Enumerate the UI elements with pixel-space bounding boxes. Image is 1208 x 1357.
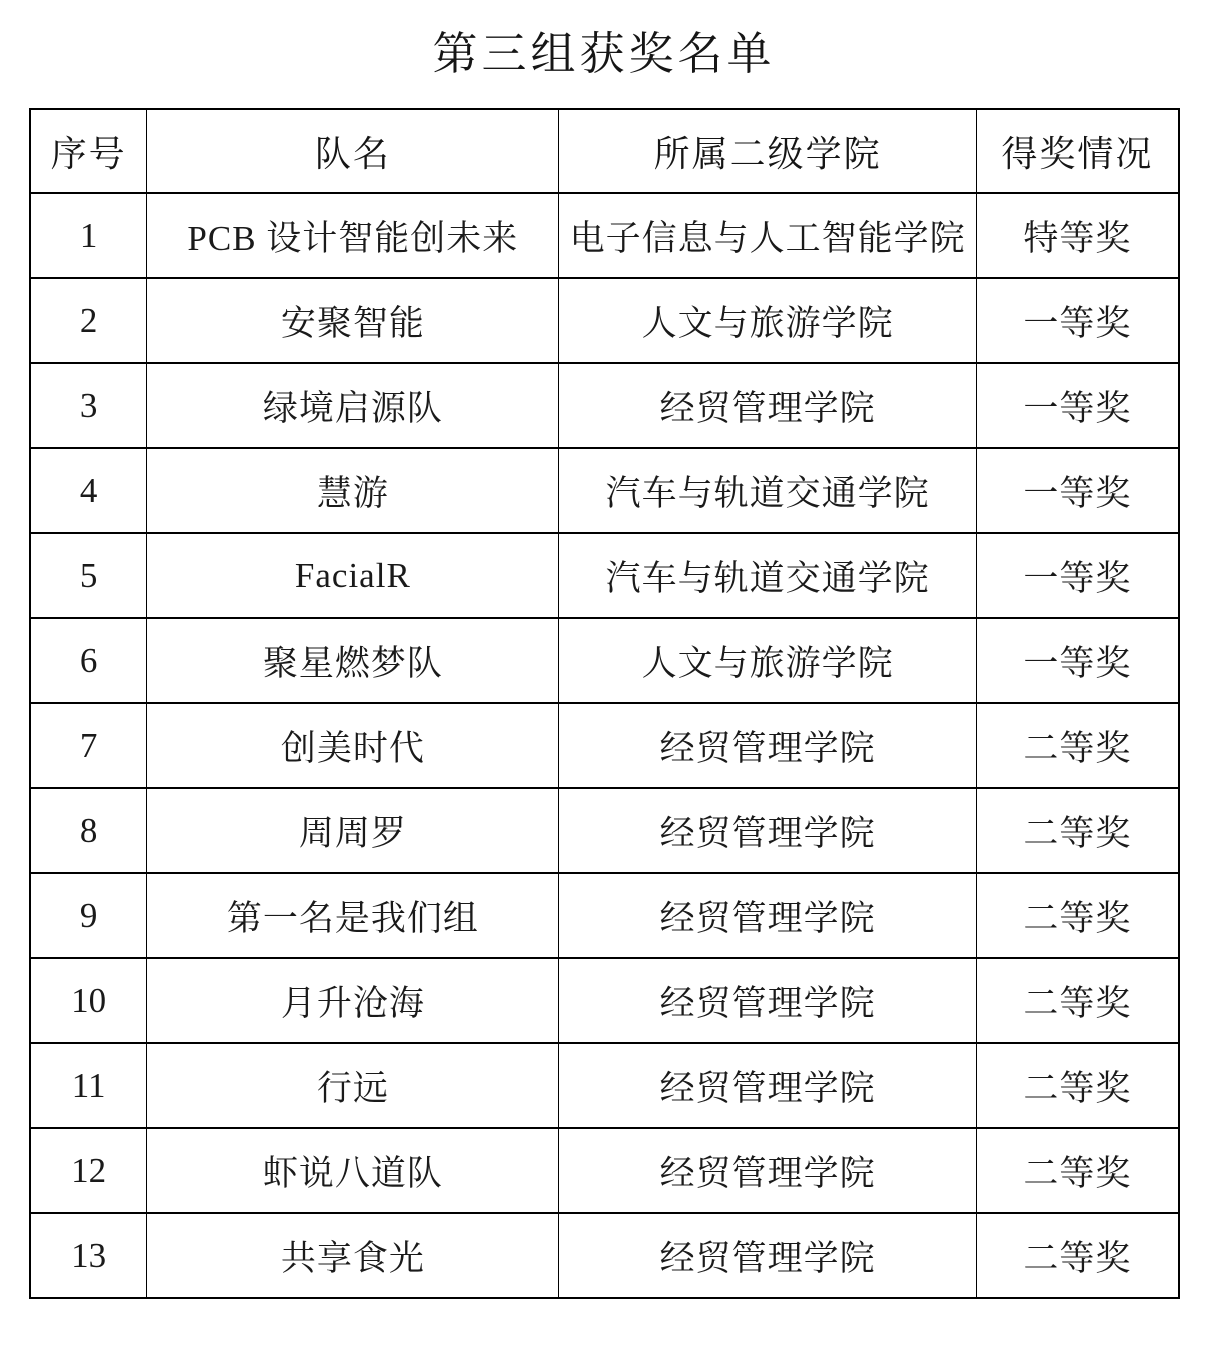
table-row: [30, 873, 1179, 958]
college-cell: 经贸管理学院: [559, 958, 976, 1043]
team-name-cell: 安聚智能: [147, 278, 559, 363]
row-number-cell: 3: [30, 363, 147, 448]
team-name-cell: 创美时代: [147, 703, 559, 788]
award-cell: 二等奖: [976, 703, 1179, 788]
team-name-cell: 周周罗: [147, 788, 559, 873]
row-number-cell: 9: [30, 873, 147, 958]
table-body: [30, 193, 1179, 1298]
award-cell: 特等奖: [976, 193, 1179, 278]
document-page: [0, 24, 1208, 1357]
table-row: [30, 193, 1179, 278]
row-number-cell: 2: [30, 278, 147, 363]
college-cell: 电子信息与人工智能学院: [559, 193, 976, 278]
table-row: [30, 448, 1179, 533]
team-name-cell: 行远: [147, 1043, 559, 1128]
award-cell: 二等奖: [976, 1043, 1179, 1128]
college-cell: 经贸管理学院: [559, 1213, 976, 1298]
table-row: [30, 618, 1179, 703]
row-number-cell: 12: [30, 1128, 147, 1213]
row-number-cell: 5: [30, 533, 147, 618]
college-cell: 汽车与轨道交通学院: [559, 448, 976, 533]
table-row: [30, 1213, 1179, 1298]
table-row: [30, 363, 1179, 448]
team-name-cell: 慧游: [147, 448, 559, 533]
row-number-cell: 8: [30, 788, 147, 873]
row-number-cell: 4: [30, 448, 147, 533]
college-cell: 经贸管理学院: [559, 703, 976, 788]
team-name-cell: 聚星燃梦队: [147, 618, 559, 703]
college-cell: 经贸管理学院: [559, 1043, 976, 1128]
college-cell: 经贸管理学院: [559, 788, 976, 873]
row-number-cell: 6: [30, 618, 147, 703]
college-cell: 汽车与轨道交通学院: [559, 533, 976, 618]
team-name-cell: 虾说八道队: [147, 1128, 559, 1213]
row-number-cell: 11: [30, 1043, 147, 1128]
college-cell: 人文与旅游学院: [559, 618, 976, 703]
row-number-cell: 13: [30, 1213, 147, 1298]
award-cell: 一等奖: [976, 278, 1179, 363]
row-number-cell: 1: [30, 193, 147, 278]
header-cell-team-name: 队名: [147, 109, 559, 193]
award-cell: 二等奖: [976, 958, 1179, 1043]
college-cell: 人文与旅游学院: [559, 278, 976, 363]
table-row: [30, 958, 1179, 1043]
college-cell: 经贸管理学院: [559, 873, 976, 958]
table-row: [30, 703, 1179, 788]
award-cell: 一等奖: [976, 363, 1179, 448]
award-cell: 一等奖: [976, 618, 1179, 703]
awards-table: [29, 108, 1180, 1299]
award-cell: 二等奖: [976, 788, 1179, 873]
team-name-cell: 月升沧海: [147, 958, 559, 1043]
table-row: [30, 1128, 1179, 1213]
team-name-cell: 绿境启源队: [147, 363, 559, 448]
row-number-cell: 7: [30, 703, 147, 788]
header-cell-index: 序号: [30, 109, 147, 193]
team-name-cell: FacialR: [147, 533, 559, 618]
header-cell-award: 得奖情况: [976, 109, 1179, 193]
award-cell: 一等奖: [976, 448, 1179, 533]
college-cell: 经贸管理学院: [559, 1128, 976, 1213]
college-cell: 经贸管理学院: [559, 363, 976, 448]
table-row: [30, 533, 1179, 618]
team-name-cell: 共享食光: [147, 1213, 559, 1298]
header-cell-college: 所属二级学院: [559, 109, 976, 193]
table-header: [30, 109, 1179, 193]
page-title: 第三组获奖名单: [432, 29, 776, 79]
award-cell: 二等奖: [976, 873, 1179, 958]
table-row: [30, 1043, 1179, 1128]
table-row: [30, 788, 1179, 873]
award-cell: 二等奖: [976, 1213, 1179, 1298]
table-row: [30, 278, 1179, 363]
award-cell: 二等奖: [976, 1128, 1179, 1213]
team-name-cell: 第一名是我们组: [147, 873, 559, 958]
team-name-cell: PCB 设计智能创未来: [147, 193, 559, 278]
header-row: [30, 109, 1179, 193]
row-number-cell: 10: [30, 958, 147, 1043]
award-cell: 一等奖: [976, 533, 1179, 618]
